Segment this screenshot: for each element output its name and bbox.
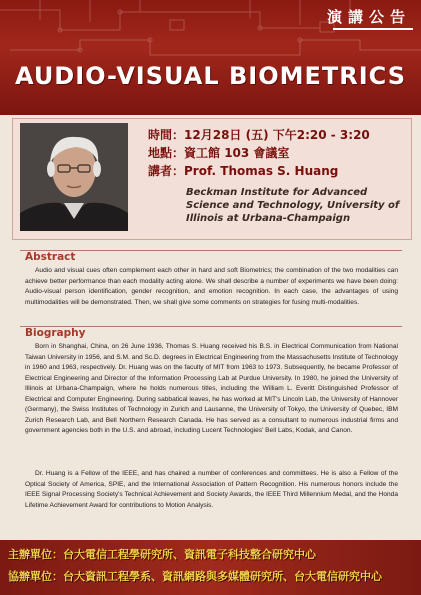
abstract-heading: Abstract — [25, 251, 76, 263]
speaker-name: Prof. Thomas S. Huang — [184, 164, 339, 178]
time-value: 12月28日 (五) 下午2:20 - 3:20 — [184, 128, 370, 142]
announcement-underline — [333, 28, 413, 30]
event-details — [148, 126, 408, 225]
biography-text-1: Born in Shanghai, China, on 26 June 1936, Thomas S. Huang received his B.S. in Electrical Communication from National Taiwan University in 1956, and S.M. and Sc.D. degrees in Electrical Engineering from the Massachusetts Institute of Technology in 1960 and 1963, respectively. Dr. Huang was on the faculty of MIT from 1963 to 1973. Subsequently, he became Professor of Electrical Engineering and Director of the Information Processing Lab at Purdue University. In 1980, he joined the University of Illinois at Urbana-Champaign, where he holds numerous titles, including the William L. Everitt Distinguished Professor of Electrical and Computer Engineering. During sabbatical leaves, he has worked at MIT's Lincoln Lab, the University of Hannover (Germany), the Swiss Institutes of Technology in Zurich and Lausanne, the University of Tokyo, the University of Quebec, IBM Zurich Research Lab, and Bell Northern Research Canada. He has served as a consultant to numerous industrial firms and government agencies both in the U.S. and abroad, including Lucent Technologies' Bell Labs, Kodak, and Canon. — [25, 343, 398, 434]
speaker-label: 講者： — [148, 164, 185, 178]
speaker-affiliation: Beckman Institute for Advanced Science and Technology, University of Illinois at Urbana-Champaign — [186, 187, 400, 224]
time-label: 時間： — [148, 128, 185, 142]
place-label: 地點： — [148, 146, 185, 160]
header-banner — [0, 0, 421, 115]
abstract-divider — [20, 250, 402, 251]
announcement-label: 演講公告 — [326, 8, 411, 26]
co-organizer-text: 協辦單位：台大資訊工程學系、資訊網路與多媒體研究所、台大電信研究中心 — [8, 570, 382, 583]
abstract-text: Audio and visual cues often complement each other in hard and soft Biometrics; the combination of the two modalities can achieve better performance than each modality acting alone. We shall describe a number of experiments we have been doing: Audio-visual person identification, gender recognition, and emotion recognition. In each case, the advantages of using multimodalities will be demonstrated. Then, we shall give some comments on strategies for fusing multi-modalities. — [25, 267, 398, 306]
organizer-text: 主辦單位：台大電信工程學研究所、資訊電子科技整合研究中心 — [8, 548, 316, 561]
time-row — [148, 126, 408, 144]
speaker-row — [148, 162, 408, 180]
speaker-portrait-icon — [20, 123, 128, 231]
biography-heading: Biography — [25, 327, 86, 339]
footer-banner — [0, 540, 421, 595]
speaker-photo — [20, 123, 128, 231]
place-value: 資工館 103 會議室 — [184, 146, 290, 160]
page-title: AUDIO-VISUAL BIOMETRICS — [14, 62, 407, 90]
place-row — [148, 144, 408, 162]
biography-text-2: Dr. Huang is a Fellow of the IEEE, and has chaired a number of conferences and committees. He is also a Fellow of the Optical Society of America, SPIE, and the International Association of Pattern Recognition. His numerous honors include the IEEE Signal Processing Society's Technical Achievement and Society Awards, the IEEE Third Millennium Medal, and the Honda Lifetime Achievement Award for contributions to Motion Analysis. — [25, 470, 398, 509]
